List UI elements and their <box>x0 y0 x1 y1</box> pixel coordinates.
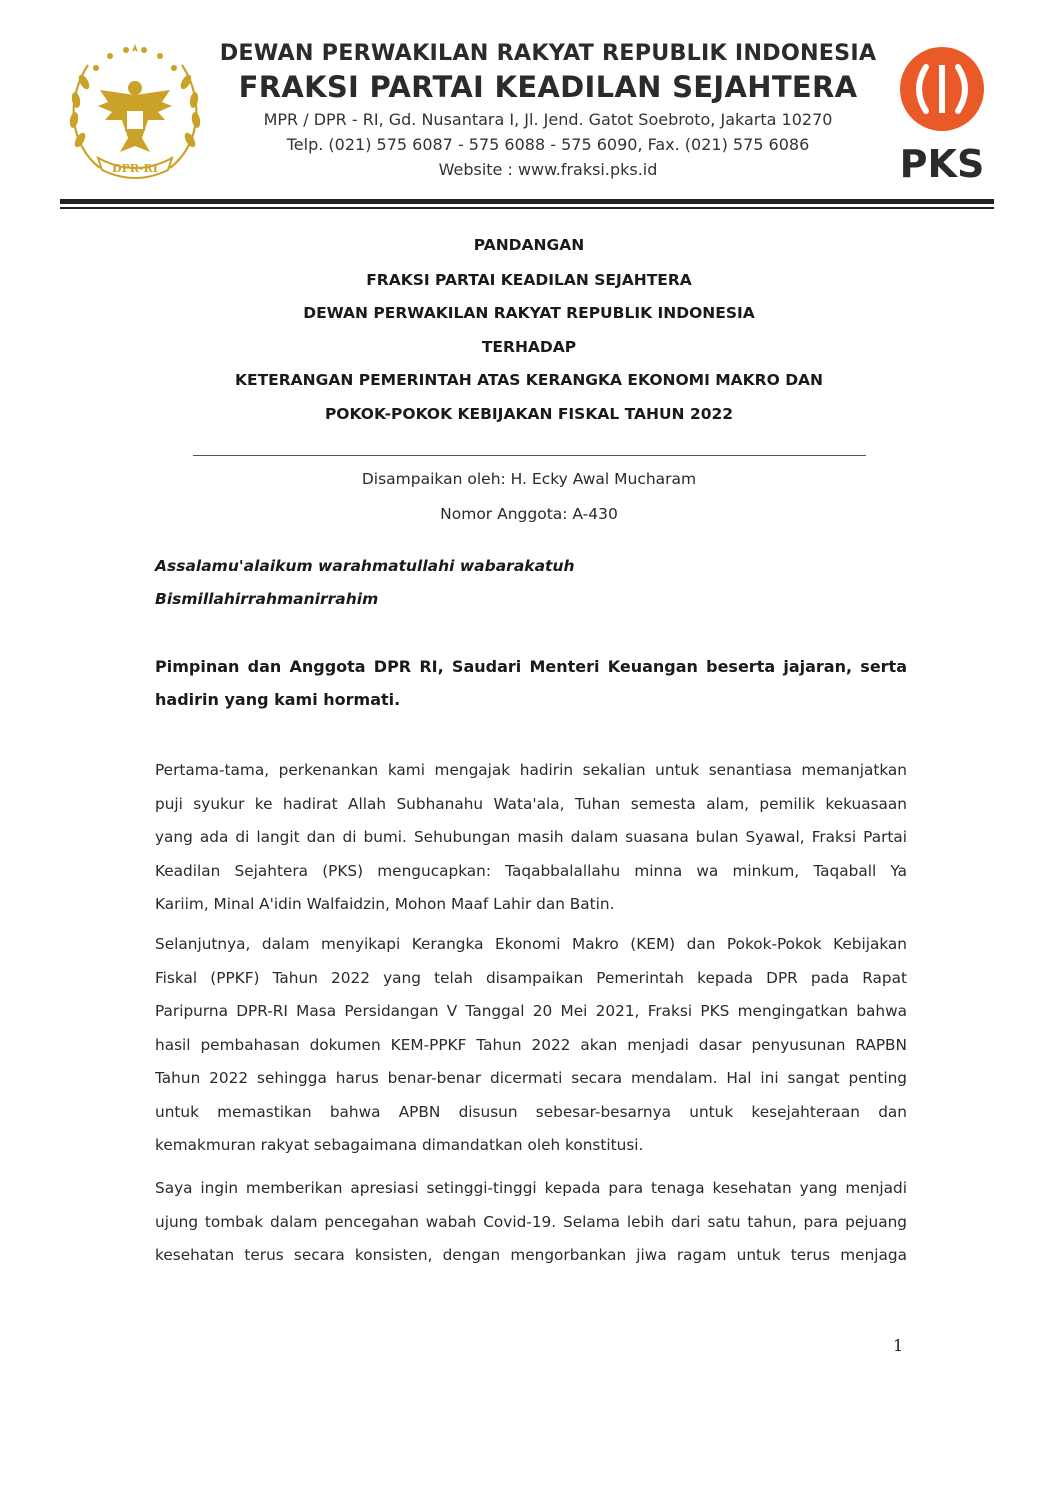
greeting-salam: Assalamu'alaikum warahmatullahi wabarakatuh <box>155 557 575 575</box>
letterhead-org-line-2: FRAKSI PARTAI KEADILAN SEJAHTERA <box>238 70 858 104</box>
title-divider <box>193 455 866 456</box>
salutation-line-1: Pimpinan dan Anggota DPR RI, Saudari Menteri Keuangan beserta jajaran, serta <box>155 657 907 676</box>
greeting-basmalah: Bismillahirrahmanirrahim <box>155 590 379 608</box>
paragraph-1 <box>155 756 907 924</box>
pks-logo-icon <box>886 45 998 185</box>
garuda-emblem-icon <box>60 40 210 188</box>
title-line-3: DEWAN PERWAKILAN RAKYAT REPUBLIK INDONESIA <box>303 304 755 322</box>
paragraph-line: Selanjutnya, dalam menyikapi Kerangka Ekonomi Makro (KEM) dan Pokok-Pokok Kebijakan <box>155 935 907 953</box>
letterhead-address: MPR / DPR - RI, Gd. Nusantara I, Jl. Jend. Gatot Soebroto, Jakarta 10270 <box>263 110 833 129</box>
page-number: 1 <box>893 1336 904 1355</box>
paragraph-line: Tahun 2022 sehingga harus benar-benar dicermati secara mendalam. Hal ini sangat penting <box>155 1069 907 1087</box>
paragraph-line: Keadilan Sejahtera (PKS) mengucapkan: Taqabbalallahu minna wa minkum, Taqaball Ya <box>155 861 907 880</box>
title-line-5: KETERANGAN PEMERINTAH ATAS KERANGKA EKONOMI MAKRO DAN <box>234 371 824 389</box>
paragraph-line: Pertama-tama, perkenankan kami mengajak hadirin sekalian untuk senantiasa memanjatkan <box>155 761 907 779</box>
letterhead-website: Website : www.fraksi.pks.id <box>438 160 658 179</box>
paragraph-line: yang ada di langit dan di bumi. Sehubungan masih dalam suasana bulan Syawal, Fraksi Partai <box>155 828 907 846</box>
paragraph-line: Paripurna DPR-RI Masa Persidangan V Tanggal 20 Mei 2021, Fraksi PKS mengingatkan bahwa <box>155 1002 907 1020</box>
paragraph-line: Saya ingin memberikan apresiasi setinggi-tinggi kepada para tenaga kesehatan yang menjadi <box>155 1179 907 1197</box>
title-line-4: TERHADAP <box>481 338 577 356</box>
member-number: Nomor Anggota: A-430 <box>440 505 618 523</box>
paragraph-line: ujung tombak dalam pencegahan wabah Covid-19. Selama lebih dari satu tahun, para pejuang <box>155 1212 907 1231</box>
paragraph-2 <box>155 930 907 1165</box>
paragraph-line: puji syukur ke hadirat Allah Subhanahu Wata'ala, Tuhan semesta alam, pemilik kekuasaan <box>155 794 907 813</box>
letterhead-divider-thick <box>60 199 994 204</box>
letterhead-divider-thin <box>60 207 994 209</box>
letterhead-phone: Telp. (021) 575 6087 - 575 6088 - 575 6090, Fax. (021) 575 6086 <box>286 135 810 154</box>
title-line-6: POKOK-POKOK KEBIJAKAN FISKAL TAHUN 2022 <box>324 405 734 423</box>
paragraph-line: Kariim, Minal A'idin Walfaidzin, Mohon Maaf Lahir dan Batin. <box>155 895 615 913</box>
title-line-1: PANDANGAN <box>473 236 585 254</box>
paragraph-line: kesehatan terus secara konsisten, dengan mengorbankan jiwa ragam untuk terus menjaga <box>155 1246 907 1264</box>
emblem-ribbon-text: DPR-RI <box>112 162 158 175</box>
pks-logo-text: PKS <box>899 142 985 185</box>
paragraph-line: hasil pembahasan dokumen KEM-PPKF Tahun 2022 akan menjadi dasar penyusunan RAPBN <box>155 1035 907 1054</box>
delivered-by: Disampaikan oleh: H. Ecky Awal Mucharam <box>361 470 697 488</box>
title-line-2: FRAKSI PARTAI KEADILAN SEJAHTERA <box>366 271 692 289</box>
letterhead-org-line-1: DEWAN PERWAKILAN RAKYAT REPUBLIK INDONESIA <box>219 40 877 66</box>
paragraph-line: untuk memastikan bahwa APBN disusun sebesar-besarnya untuk kesejahteraan dan <box>155 1102 907 1121</box>
paragraph-line: kemakmuran rakyat sebagaimana dimandatkan oleh konstitusi. <box>155 1136 644 1154</box>
paragraph-line: Fiskal (PPKF) Tahun 2022 yang telah disampaikan Pemerintah kepada DPR pada Rapat <box>155 968 907 987</box>
salutation-line-2: hadirin yang kami hormati. <box>155 690 401 709</box>
paragraph-3 <box>155 1174 907 1275</box>
